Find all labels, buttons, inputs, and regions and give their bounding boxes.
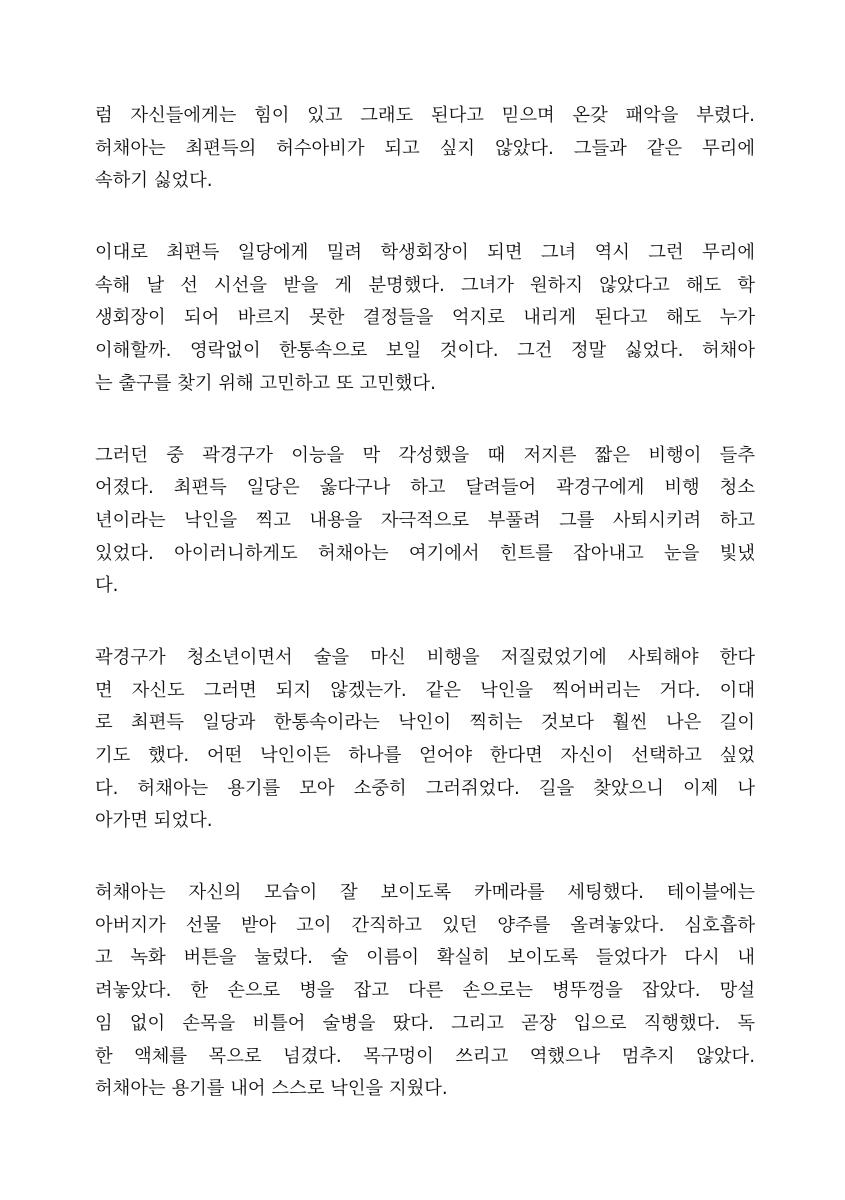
text-line: 허채아는 최편득의 허수아비가 되고 싶지 않았다. 그들과 같은 무리에 bbox=[95, 137, 755, 159]
text-line: 고 녹화 버튼을 눌렀다. 술 이름이 확실히 보이도록 들었다가 다시 내 bbox=[95, 947, 755, 969]
text-line: 곽경구가 청소년이면서 술을 마신 비행을 저질렀었기에 사퇴해야 한다 bbox=[95, 646, 755, 668]
text-line: 생회장이 되어 바르지 못한 결정들을 억지로 내리게 된다고 해도 누가 bbox=[95, 307, 755, 329]
text-line: 아버지가 선물 받아 고이 간직하고 있던 양주를 올려놓았다. 심호흡하 bbox=[95, 914, 755, 936]
paragraph-2 bbox=[95, 237, 755, 400]
paragraph-1 bbox=[95, 100, 755, 198]
text-line: 럼 자신들에게는 힘이 있고 그래도 된다고 믿으며 온갖 패악을 부렸다. bbox=[95, 105, 755, 126]
document-page bbox=[95, 100, 755, 1145]
paragraph-5 bbox=[95, 877, 755, 1106]
text-line: 있었다. 아이러니하게도 허채아는 여기에서 힌트를 잡아내고 눈을 빛냈 bbox=[95, 542, 755, 564]
text-line: 한 액체를 목으로 넘겼다. 목구멍이 쓰리고 역했으나 멈추지 않았다. bbox=[95, 1045, 755, 1067]
paragraph-4 bbox=[95, 642, 755, 838]
text-line: 그러던 중 곽경구가 이능을 막 각성했을 때 저지른 짧은 비행이 들추 bbox=[95, 444, 755, 466]
text-line: 이대로 최편득 일당에게 밀려 학생회장이 되면 그녀 역시 그런 무리에 bbox=[95, 242, 755, 264]
text-line: 년이라는 낙인을 찍고 내용을 자극적으로 부풀려 그를 사퇴시키려 하고 bbox=[95, 509, 755, 531]
text-line: 이해할까. 영락없이 한통속으로 보일 것이다. 그건 정말 싫었다. 허채아 bbox=[95, 340, 755, 362]
text-line: 면 자신도 그러면 되지 않겠는가. 같은 낙인을 찍어버리는 거다. 이대 bbox=[95, 679, 755, 701]
text-line: 허채아는 자신의 모습이 잘 보이도록 카메라를 세팅했다. 테이블에는 bbox=[95, 882, 755, 904]
text-line: 임 없이 손목을 비틀어 술병을 땄다. 그리고 곧장 입으로 직행했다. 독 bbox=[95, 1012, 755, 1034]
text-line: 기도 했다. 어떤 낙인이든 하나를 얻어야 한다면 자신이 선택하고 싶었 bbox=[95, 745, 755, 766]
text-line: 어졌다. 최편득 일당은 옳다구나 하고 달려들어 곽경구에게 비행 청소 bbox=[95, 477, 755, 499]
text-line: 로 최편득 일당과 한통속이라는 낙인이 찍히는 것보다 훨씬 나은 길이 bbox=[95, 712, 755, 734]
text-line: 는 출구를 찾기 위해 고민하고 또 고민했다. bbox=[95, 372, 436, 394]
text-line: 아가면 되었다. bbox=[95, 810, 213, 832]
text-line: 다. bbox=[95, 575, 119, 597]
text-line: 려놓았다. 한 손으로 병을 잡고 다른 손으로는 병뚜껑을 잡았다. 망설 bbox=[95, 980, 755, 1002]
paragraph-3 bbox=[95, 440, 755, 603]
text-line: 속하기 싫었다. bbox=[95, 170, 213, 192]
text-line: 속해 날 선 시선을 받을 게 분명했다. 그녀가 원하지 않았다고 해도 학 bbox=[95, 274, 755, 296]
text-line: 다. 허채아는 용기를 모아 소중히 그러쥐었다. 길을 찾았으니 이제 나 bbox=[95, 777, 755, 799]
text-line: 허채아는 용기를 내어 스스로 낙인을 지웠다. bbox=[95, 1078, 448, 1100]
